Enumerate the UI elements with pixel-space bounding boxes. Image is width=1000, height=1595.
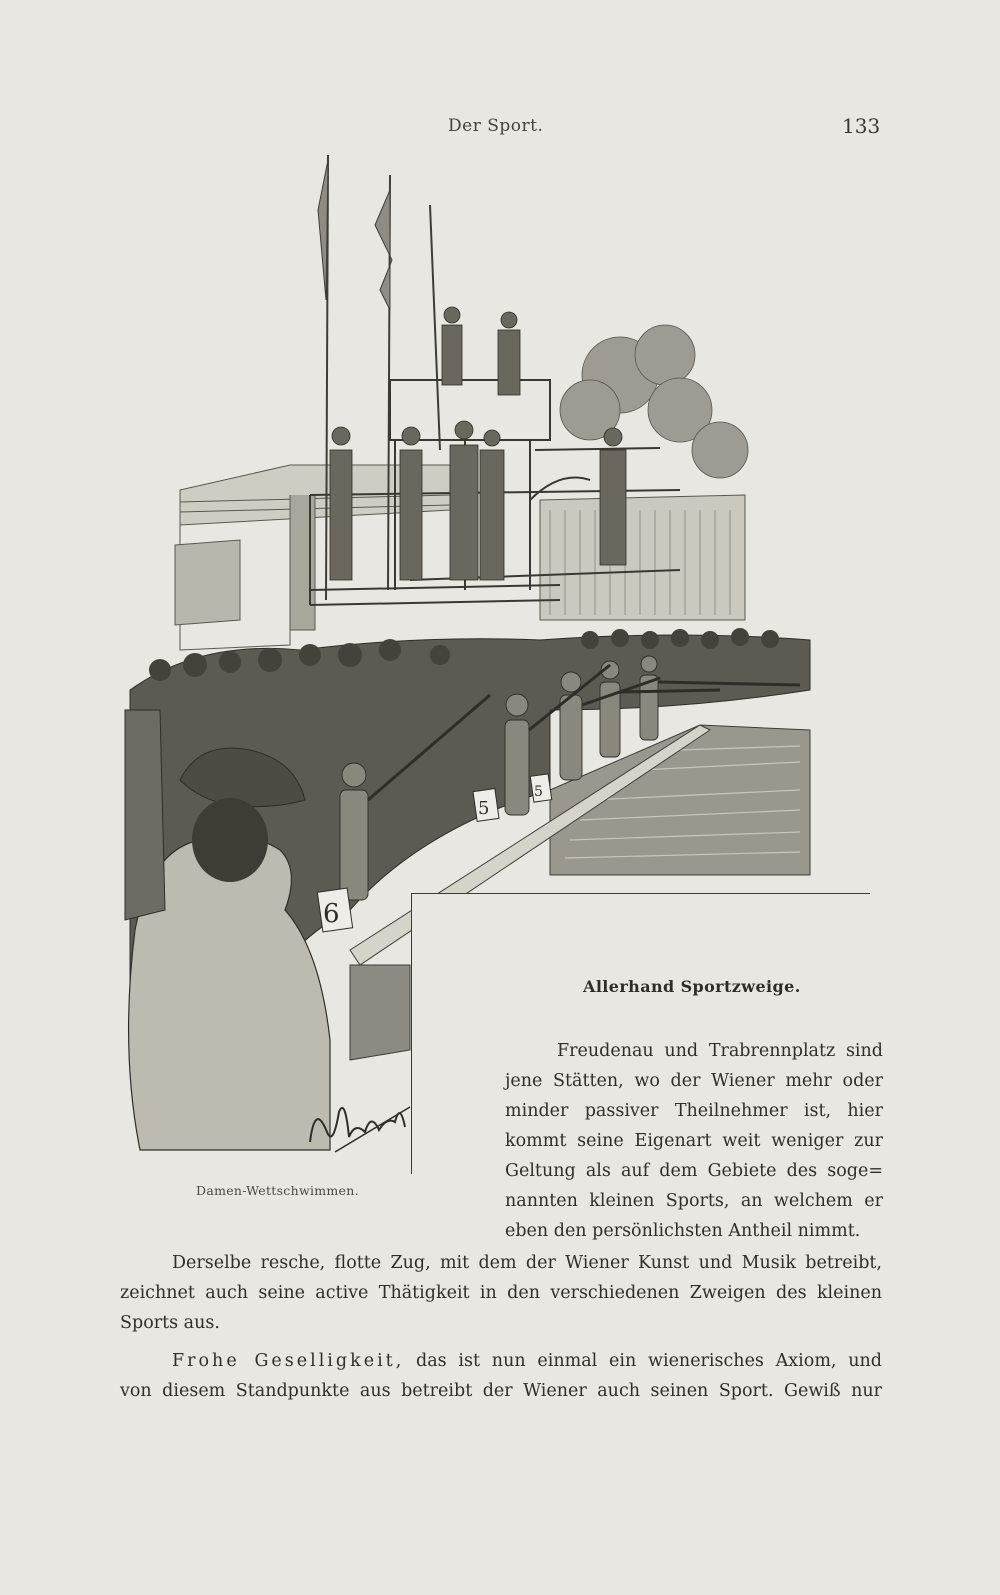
body-line: [120, 1346, 882, 1376]
body-paragraph-1: [120, 1248, 882, 1338]
inset-line: nannten kleinen Sports, an welchem er: [505, 1191, 883, 1211]
running-head: [0, 112, 1000, 142]
inset-line: jene Stätten, wo der Wiener mehr oder: [505, 1071, 883, 1091]
number-card-5a: 5: [478, 798, 490, 819]
body-line: von diesem Standpunkte aus betreibt der Wiener auch seinen Sport. Gewiß nur: [120, 1381, 882, 1401]
running-head-title: Der Sport.: [448, 116, 544, 136]
number-card-6: 6: [323, 899, 340, 929]
body-line: Sports aus.: [120, 1313, 220, 1333]
inset-line: minder passiver Theilnehmer ist, hier: [505, 1101, 883, 1121]
section-heading: Allerhand Sportzweige.: [583, 977, 801, 996]
artist-signature: [305, 1092, 415, 1162]
page-number: 133: [842, 114, 881, 138]
body-line: Derselbe resche, flotte Zug, mit dem der Wiener Kunst und Musik betreibt,: [172, 1253, 882, 1273]
inset-line: Freudenau und Trabrennplatz sind: [557, 1041, 883, 1061]
illustration-caption: Damen-Wettschwimmen.: [196, 1183, 359, 1198]
body-paragraph-2: [120, 1346, 882, 1406]
inset-line: kommt seine Eigenart weit weniger zur: [505, 1131, 883, 1151]
inset-line: Geltung als auf dem Gebiete des soge=: [505, 1161, 883, 1181]
inset-line: eben den persönlichsten Antheil nimmt.: [505, 1221, 861, 1241]
body-line-rest: das ist nun einmal ein wienerisches Axiom, und: [404, 1351, 882, 1371]
number-card-5b: 5: [534, 784, 543, 800]
inset-paragraph: [505, 1036, 883, 1246]
emphasized-phrase: Frohe Geselligkeit,: [172, 1351, 405, 1371]
body-line: zeichnet auch seine active Thätigkeit in den verschiedenen Zweigen des kleinen: [120, 1283, 882, 1303]
